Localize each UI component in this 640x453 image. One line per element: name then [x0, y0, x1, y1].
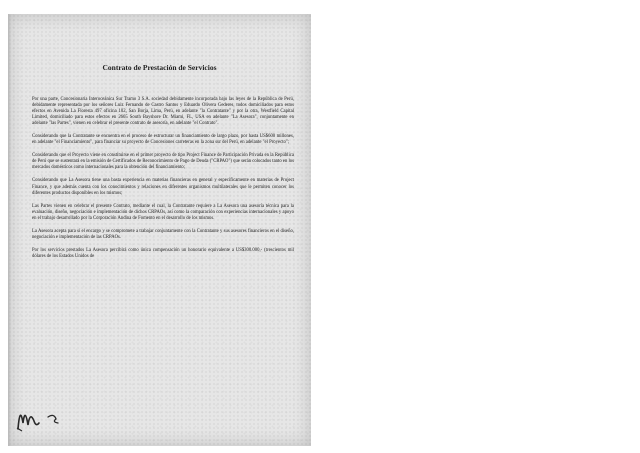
paragraph-parties: Por una parte, Concesionaria Interoceánica Sur Tramo 3 S.A. sociedad debidamente incorporada bajo las leyes de la República de Perú, debidamente representada por los señores Luiz Fernando de Castro Santos y Eduardo Olivera Gederes, todos domiciliados para estos efectos en Avenida La Floresta 497 oficina 102, San Borja, Lima, Perú, en adelante "la Contratante" y por la otra, Westfield Capital Limited, domiciliado para estos efectos en 2665 South Bayshore Dr. Miami, FL, USA en adelante "La Asesora", conjuntamente en adelante "las Partes", vienen en celebrar el presente contrato de asesoría, en adelante "el Contrato".: [32, 97, 294, 127]
paragraph-compensation: Por los servicios prestados La Asesora percibirá como única compensación un honorario equivalente a US$300.000,- (trescientos mil dólares de los Estados Unidos de: [32, 247, 294, 259]
paragraph-financing: Considerando que la Contratante se encuentra en el proceso de estructurar un financiamiento de largo plazo, por hasta US$600 millones, en adelante "el Financiamiento", para financiar su proyecto de Concesiones carreteras en la zona sur del Perú, en adelante "el Proyecto";: [32, 134, 294, 146]
document-title: Contrato de Prestación de Servicios: [102, 63, 217, 72]
paragraph-advisor-experience: Considerando que La Asesora tiene una basta experiencia en materias financieras en general y específicamente en materias de Project Finance, y que además cuenta con los conocimientos y relaciones en diferentes organismos multilaterales que le permiten conocer los diferentes productos disponibles en los mismos;: [32, 178, 294, 196]
paragraph-project: Considerando que el Proyecto viene en constituirse en el primer proyecto de tipo Project Finance de Participación Privada en la República de Perú que se sustentará en la emisión de Certificados de Reconocimiento de Pago de Deuda ("CRPAO") que serán colocados tanto en los mercados domésticos como internacionales para la obtención del financiamiento;: [32, 153, 294, 171]
scanned-document-page: [8, 14, 311, 446]
page-shadow-edge: [8, 14, 11, 446]
document-body: [32, 97, 294, 267]
paragraph-acceptance: La Asesora acepta para sí el encargo y se compromete a trabajar conjuntamente con la Contratante y sus asesores financieros en el diseño, negociación e implementación de las CRPAOs.: [32, 228, 294, 240]
paragraph-agreement: Las Partes vienen en celebrar el presente Contrato, mediante el cual, la Contratante requiere a La Asesora una asesoría técnica para la evaluación, diseño, negociación e implementación de dichos CRPAOs, así como la comparación con experiencias internacionales y apoyo en el trabajo desarrollado por la Corporación Andina de Fomento en el desarrollo de los mismos.: [32, 203, 294, 221]
handwritten-initials-mark: [14, 395, 64, 435]
